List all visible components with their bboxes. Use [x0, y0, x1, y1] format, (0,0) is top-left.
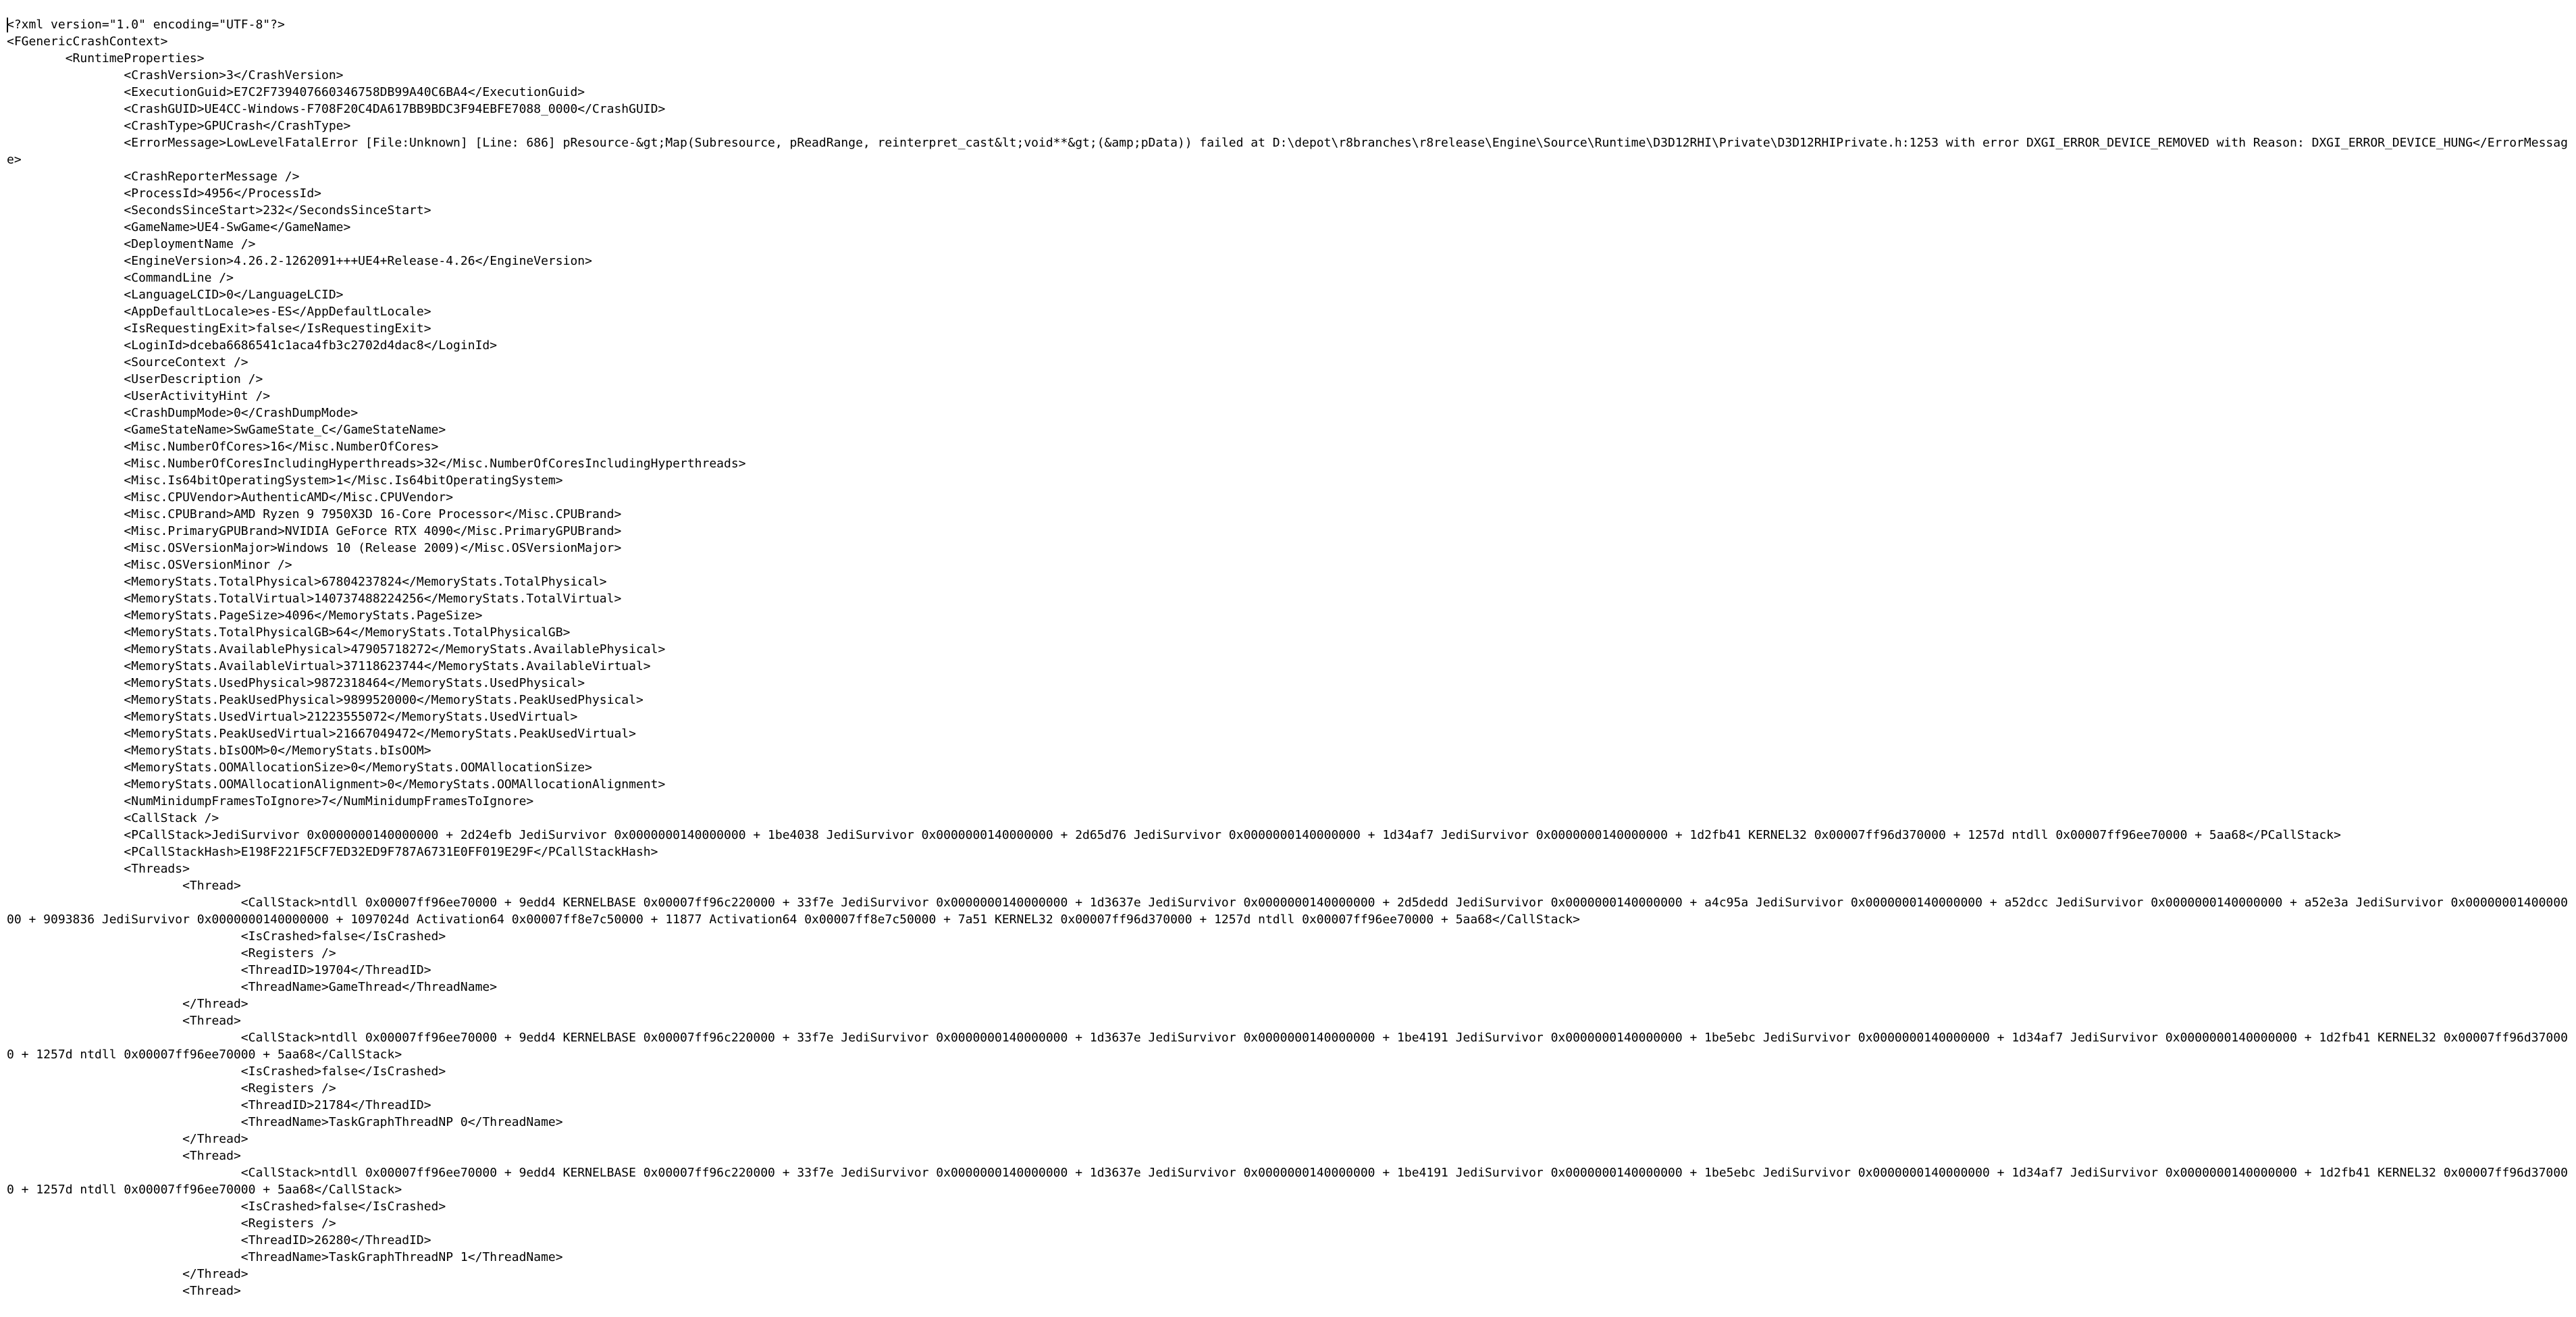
text-line: <Thread>	[7, 1014, 241, 1028]
text-line: <Misc.OSVersionMinor />	[7, 558, 292, 572]
text-line: <SecondsSinceStart>232</SecondsSinceStart>	[7, 203, 431, 217]
text-line: <MemoryStats.TotalPhysicalGB>64</MemoryStats.TotalPhysicalGB>	[7, 625, 571, 640]
text-line: <MemoryStats.OOMAllocationAlignment>0</MemoryStats.OOMAllocationAlignment>	[7, 777, 666, 792]
text-line: <CrashType>GPUCrash</CrashType>	[7, 119, 351, 133]
text-line: <MemoryStats.TotalVirtual>140737488224256</MemoryStats.TotalVirtual>	[7, 592, 622, 606]
text-line: <EngineVersion>4.26.2-1262091+++UE4+Release-4.26</EngineVersion>	[7, 254, 592, 268]
text-line: </Thread>	[7, 1132, 248, 1146]
text-line: <MemoryStats.UsedVirtual>21223555072</MemoryStats.UsedVirtual>	[7, 710, 578, 724]
text-line: <CrashVersion>3</CrashVersion>	[7, 68, 344, 82]
text-line: <LoginId>dceba6686541c1aca4fb3c2702d4dac8</LoginId>	[7, 338, 498, 353]
text-line: <GameStateName>SwGameState_C</GameStateName>	[7, 423, 446, 437]
text-line: <CrashGUID>UE4CC-Windows-F708F20C4DA617BB9BDC3F94EBFE7088_0000</CrashGUID>	[7, 102, 666, 116]
text-line: <CallStack>ntdll 0x00007ff96ee70000 + 9edd4 KERNELBASE 0x00007ff96c220000 + 33f7e JediSurvivor 0x0000000140000000 + 1d3637e JediSurvivor 0x0000000140000000 + 1be4191 JediSurvivor 0x0000000140000000 + 1be5ebc JediSurvivor 0x0000000140000000 + 1d34af7 JediSurvivor 0x0000000140000000 + 1d2fb41 KERNEL32 0x00007ff96d370000 + 1257d ntdll 0x00007ff96ee70000 + 5aa68</CallStack>	[7, 1031, 2568, 1062]
text-line: <Misc.CPUBrand>AMD Ryzen 9 7950X3D 16-Core Processor</Misc.CPUBrand>	[7, 507, 622, 521]
text-line: <Misc.Is64bitOperatingSystem>1</Misc.Is64bitOperatingSystem>	[7, 473, 563, 488]
text-line: <Registers />	[7, 946, 336, 960]
text-line: <ThreadName>TaskGraphThreadNP 0</ThreadName>	[7, 1115, 563, 1129]
text-line: <MemoryStats.AvailableVirtual>37118623744</MemoryStats.AvailableVirtual>	[7, 659, 651, 673]
text-line: <PCallStackHash>E198F221F5CF7ED32ED9F787A6731E0FF019E29F</PCallStackHash>	[7, 845, 658, 859]
text-line: <Misc.NumberOfCoresIncludingHyperthreads>32</Misc.NumberOfCoresIncludingHyperthreads>	[7, 457, 746, 471]
text-line: <DeploymentName />	[7, 237, 256, 251]
text-line: <CallStack />	[7, 811, 219, 825]
text-line: <Misc.NumberOfCores>16</Misc.NumberOfCores>	[7, 440, 439, 454]
text-line: <IsCrashed>false</IsCrashed>	[7, 1199, 446, 1214]
text-line: <Misc.OSVersionMajor>Windows 10 (Release 2009)</Misc.OSVersionMajor>	[7, 541, 622, 555]
text-line: <FGenericCrashContext>	[7, 34, 168, 49]
text-line: <LanguageLCID>0</LanguageLCID>	[7, 288, 344, 302]
text-line: <IsRequestingExit>false</IsRequestingExit>	[7, 321, 431, 336]
text-line: <ThreadID>21784</ThreadID>	[7, 1098, 431, 1112]
text-line: <MemoryStats.PeakUsedPhysical>9899520000</MemoryStats.PeakUsedPhysical>	[7, 693, 643, 707]
text-line: <Threads>	[7, 862, 190, 876]
text-line: <UserDescription />	[7, 372, 263, 386]
text-line: <MemoryStats.AvailablePhysical>47905718272</MemoryStats.AvailablePhysical>	[7, 642, 666, 656]
text-line: <MemoryStats.UsedPhysical>9872318464</MemoryStats.UsedPhysical>	[7, 676, 585, 690]
text-line: <GameName>UE4-SwGame</GameName>	[7, 220, 351, 234]
text-line: <AppDefaultLocale>es-ES</AppDefaultLocale>	[7, 305, 431, 319]
text-line: <CallStack>ntdll 0x00007ff96ee70000 + 9edd4 KERNELBASE 0x00007ff96c220000 + 33f7e JediSurvivor 0x0000000140000000 + 1d3637e JediSurvivor 0x0000000140000000 + 2d5dedd JediSurvivor 0x0000000140000000 + a4c95a JediSurvivor 0x0000000140000000 + a52dcc JediSurvivor 0x0000000140000000 + a52e3a JediSurvivor 0x0000000140000000 + 9093836 JediSurvivor 0x0000000140000000 + 1097024d Activation64 0x00007ff8e7c50000 + 11877 Activation64 0x00007ff8e7c50000 + 7a51 KERNEL32 0x00007ff96d370000 + 1257d ntdll 0x00007ff96ee70000 + 5aa68</CallStack>	[7, 896, 2568, 927]
text-line: <NumMinidumpFramesToIgnore>7</NumMinidumpFramesToIgnore>	[7, 794, 534, 808]
text-line: <ThreadName>GameThread</ThreadName>	[7, 980, 498, 994]
text-line: </Thread>	[7, 997, 248, 1011]
text-line: <MemoryStats.OOMAllocationSize>0</MemoryStats.OOMAllocationSize>	[7, 760, 592, 775]
text-line: <Thread>	[7, 879, 241, 893]
text-line: <ErrorMessage>LowLevelFatalError [File:Unknown] [Line: 686] pResource-&gt;Map(Subresource, pReadRange, reinterpret_cast&lt;void**&gt;(&amp;pData)) failed at D:\depot\r8branches\r8release\Engine\Source\Runtime\D3D12RHI\Private\D3D12RHIPrivate.h:1253 with error DXGI_ERROR_DEVICE_REMOVED with Reason: DXGI_ERROR_DEVICE_HUNG</ErrorMessage>	[7, 136, 2568, 167]
text-line: <IsCrashed>false</IsCrashed>	[7, 929, 446, 944]
text-line: <Misc.CPUVendor>AuthenticAMD</Misc.CPUVendor>	[7, 490, 454, 505]
text-line: <MemoryStats.PeakUsedVirtual>21667049472</MemoryStats.PeakUsedVirtual>	[7, 727, 636, 741]
text-line: <MemoryStats.PageSize>4096</MemoryStats.PageSize>	[7, 609, 483, 623]
text-line: <ThreadID>19704</ThreadID>	[7, 963, 431, 977]
text-line: <Registers />	[7, 1216, 336, 1231]
text-line: <SourceContext />	[7, 355, 248, 369]
text-line: <CrashDumpMode>0</CrashDumpMode>	[7, 406, 359, 420]
text-line: <Misc.PrimaryGPUBrand>NVIDIA GeForce RTX 4090</Misc.PrimaryGPUBrand>	[7, 524, 622, 538]
text-line: <RuntimeProperties>	[7, 51, 205, 66]
text-line: <ThreadName>TaskGraphThreadNP 1</ThreadName>	[7, 1250, 563, 1264]
text-line: </Thread>	[7, 1267, 248, 1281]
text-line: <PCallStack>JediSurvivor 0x0000000140000000 + 2d24efb JediSurvivor 0x0000000140000000 + 1be4038 JediSurvivor 0x0000000140000000 + 2d65d76 JediSurvivor 0x0000000140000000 + 1d34af7 JediSurvivor 0x0000000140000000 + 1d2fb41 KERNEL32 0x00007ff96d370000 + 1257d ntdll 0x00007ff96ee70000 + 5aa68</PCallStack>	[7, 828, 2341, 842]
text-line: <Thread>	[7, 1284, 241, 1298]
text-line: <Thread>	[7, 1149, 241, 1163]
text-line: <UserActivityHint />	[7, 389, 271, 403]
text-line: <?xml version="1.0" encoding="UTF-8"?>	[7, 18, 285, 32]
text-line: <MemoryStats.TotalPhysical>67804237824</MemoryStats.TotalPhysical>	[7, 575, 607, 589]
document-text[interactable]	[7, 16, 2569, 1299]
text-line: <IsCrashed>false</IsCrashed>	[7, 1064, 446, 1079]
text-line: <ProcessId>4956</ProcessId>	[7, 186, 321, 201]
text-line: <CrashReporterMessage />	[7, 170, 300, 184]
text-line: <CommandLine />	[7, 271, 234, 285]
text-line: <Registers />	[7, 1081, 336, 1095]
text-line: <ExecutionGuid>E7C2F739407660346758DB99A40C6BA4</ExecutionGuid>	[7, 85, 585, 99]
text-line: <MemoryStats.bIsOOM>0</MemoryStats.bIsOOM>	[7, 744, 431, 758]
text-line: <ThreadID>26280</ThreadID>	[7, 1233, 431, 1247]
text-line: <CallStack>ntdll 0x00007ff96ee70000 + 9edd4 KERNELBASE 0x00007ff96c220000 + 33f7e JediSurvivor 0x0000000140000000 + 1d3637e JediSurvivor 0x0000000140000000 + 1be4191 JediSurvivor 0x0000000140000000 + 1be5ebc JediSurvivor 0x0000000140000000 + 1d34af7 JediSurvivor 0x0000000140000000 + 1d2fb41 KERNEL32 0x00007ff96d370000 + 1257d ntdll 0x00007ff96ee70000 + 5aa68</CallStack>	[7, 1166, 2568, 1197]
